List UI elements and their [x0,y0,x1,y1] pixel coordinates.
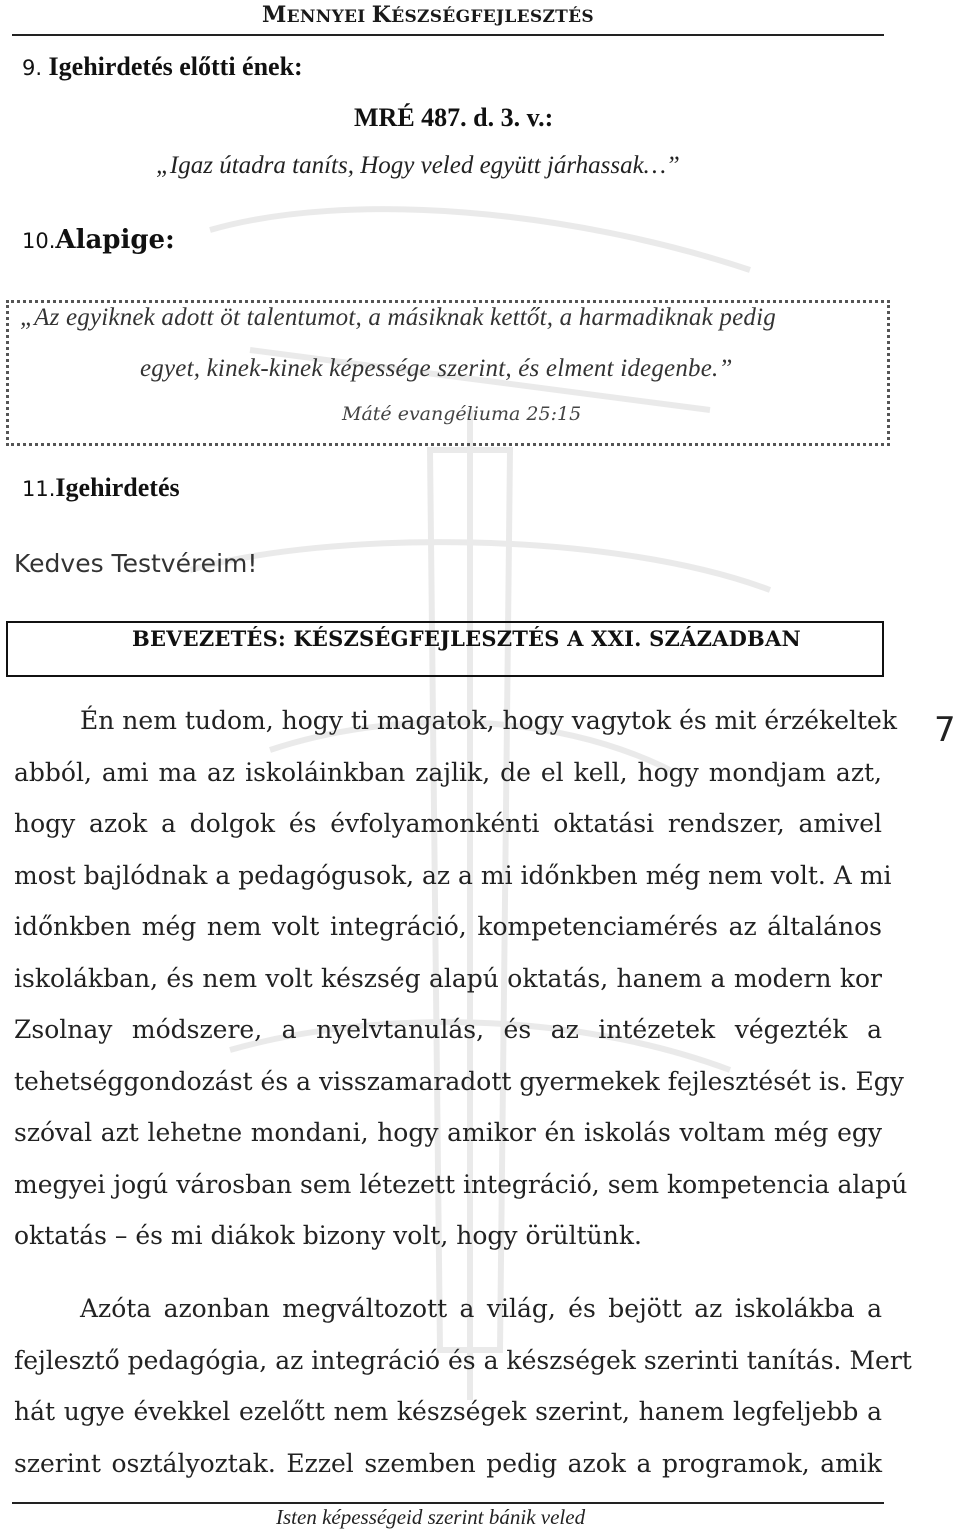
running-header-initial: M [262,2,287,28]
paragraph-line: megyei jogú városban sem létezett integráció, sem kompetencia alapú [14,1169,908,1199]
paragraph-line: oktatás – és mi diákok bizony volt, hogy örültünk. [14,1221,642,1250]
paragraph-line: időnkben még nem volt integráció, kompetenciamérés az általános [14,912,882,941]
section-number: 10. [22,229,56,253]
paragraph-line: hogy azok a dolgok és évfolyamonkénti oktatási rendszer, amivel [14,809,882,838]
paragraph-line: szóval azt lehetne mondani, hogy amikor én iskolás voltam még egy [14,1118,882,1147]
section-number: 11. [22,477,56,501]
section-label: Alapige: [55,225,175,255]
running-footer: Isten képességeid szerint bánik veled [276,1505,586,1529]
section-9-heading [22,52,303,82]
section-11-heading [22,473,180,503]
section-label: Igehirdetés előtti ének: [48,52,303,81]
running-header [262,0,642,32]
paragraph-line: tehetséggondozást és a visszamaradott gyermekek fejlesztését is. Egy [14,1066,904,1096]
page-number: 7 [934,710,956,750]
paragraph-line: abból, ami ma az iskoláinkban zajlik, de el kell, hogy mondjam azt, [14,757,882,787]
section-10-heading [22,225,175,255]
intro-heading: BEVEZETÉS: KÉSZSÉGFEJLESZTÉS A XXI. SZÁZADBAN [132,626,801,651]
section-number: 9. [22,56,43,80]
verse-reference: Máté evangéliuma 25:15 [342,403,582,425]
paragraph-line: Azóta azonban megváltozott a világ, és bejött az iskolákba a [80,1294,882,1323]
verse-line-2: egyet, kinek-kinek képessége szerint, és elment idegenbe.” [140,355,733,382]
header-rule [12,34,884,36]
hymn-text: „Igaz útadra taníts, Hogy veled együtt járhassak…” [156,152,680,179]
footer-rule [12,1502,884,1504]
greeting: Kedves Testvéreim! [14,549,258,578]
paragraph-line: hát ugye évekkel ezelőtt nem készségek szerint, hanem legfeljebb a [14,1397,882,1426]
paragraph-line: Zsolnay módszere, a nyelvtanulás, és az intézetek végezték a [14,1015,882,1044]
running-header-word2: ÉSZSÉGFEJLESZTÉS [391,7,594,27]
paragraph-1 [14,695,908,1262]
paragraph-line: iskolákban, és nem volt készség alapú oktatás, hanem a modern kor [14,963,882,993]
running-header-word1: ENNYEI [286,7,372,27]
paragraph-line: szerint osztályoztak. Ezzel szemben pedig azok a programok, amik [14,1448,882,1478]
paragraph-line: fejlesztő pedagógia, az integráció és a készségek szerinti tanítás. Mert [14,1345,912,1375]
paragraph-2 [14,1283,912,1489]
paragraph-line: Én nem tudom, hogy ti magatok, hogy vagytok és mit érzékeltek [80,706,898,735]
verse-line-1: „Az egyiknek adott öt talentumot, a másiknak kettőt, a harmadiknak pedig [20,304,776,331]
hymn-reference: MRÉ 487. d. 3. v.: [354,103,554,132]
paragraph-line: most bajlódnak a pedagógusok, az a mi időnkben még nem volt. A mi [14,860,892,890]
running-header-initial2: K [371,2,392,28]
section-label: Igehirdetés [55,473,180,502]
